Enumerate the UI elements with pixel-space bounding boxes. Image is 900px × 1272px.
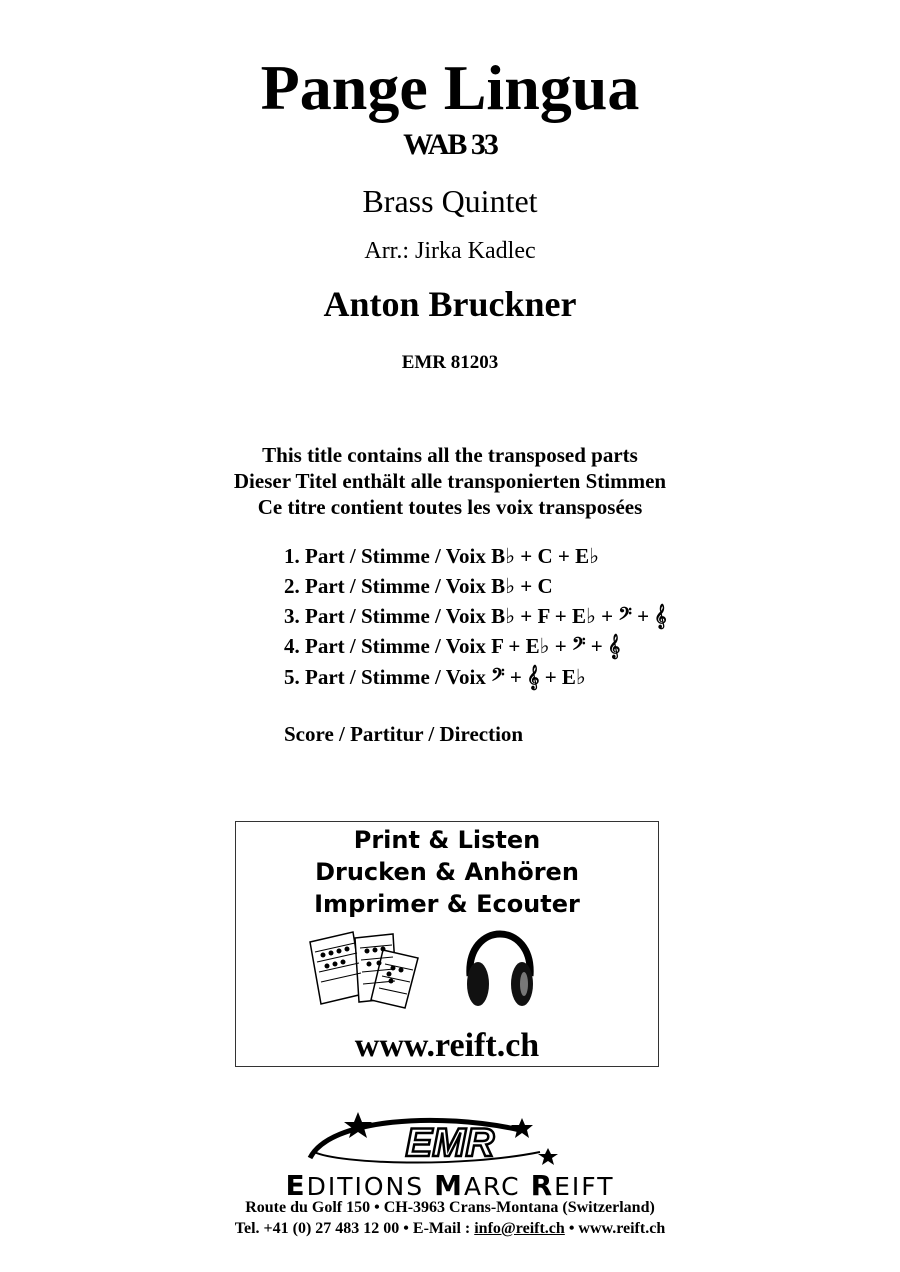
part-line-5: 5. Part / Stimme / Voix 𝄢 + 𝄞 + E♭ [284, 665, 586, 689]
arranger: Arr.: Jirka Kadlec [364, 238, 536, 264]
emr-logo-icon [300, 1108, 600, 1172]
sheet-music-icon [305, 928, 420, 1010]
logo-text: EMR [405, 1121, 495, 1165]
edition-code: EMR 81203 [401, 352, 499, 373]
page-title: Pange Lingua [260, 52, 640, 123]
transposed-note-de: Dieser Titel enthält alle transponierten Stimmen [233, 469, 667, 493]
website-link[interactable]: www.reift.ch [354, 1027, 540, 1064]
part-line-4: 4. Part / Stimme / Voix F + E♭ + 𝄢 + 𝄞 [284, 634, 621, 658]
transposed-note-en: This title contains all the transposed parts [262, 443, 638, 467]
promo-line-de: Drucken & Anhören [315, 858, 579, 886]
catalog-number: WAB 33 [403, 128, 497, 161]
part-line-1: 1. Part / Stimme / Voix B♭ + C + E♭ [284, 544, 599, 568]
promo-line-fr: Imprimer & Ecouter [314, 890, 580, 918]
transposed-note-fr: Ce titre contient toutes les voix transposées [257, 495, 643, 519]
part-line-2: 2. Part / Stimme / Voix B♭ + C [284, 574, 553, 598]
publisher-contact: Tel. +41 (0) 27 483 12 00 • E-Mail : info@reift.ch • www.reift.ch [234, 1220, 666, 1237]
instrumentation: Brass Quintet [362, 183, 538, 219]
publisher-address: Route du Golf 150 • CH-3963 Crans-Montana (Switzerland) [245, 1199, 655, 1216]
score-line: Score / Partitur / Direction [284, 722, 524, 746]
composer: Anton Bruckner [323, 284, 577, 324]
publisher-name: EDITIONS MARC REIFT [285, 1169, 615, 1202]
headphones-icon [462, 930, 538, 1012]
promo-line-en: Print & Listen [353, 826, 541, 854]
part-line-3: 3. Part / Stimme / Voix B♭ + F + E♭ + 𝄢 + 𝄞 [284, 604, 667, 628]
email-link[interactable]: info@reift.ch [474, 1220, 565, 1237]
